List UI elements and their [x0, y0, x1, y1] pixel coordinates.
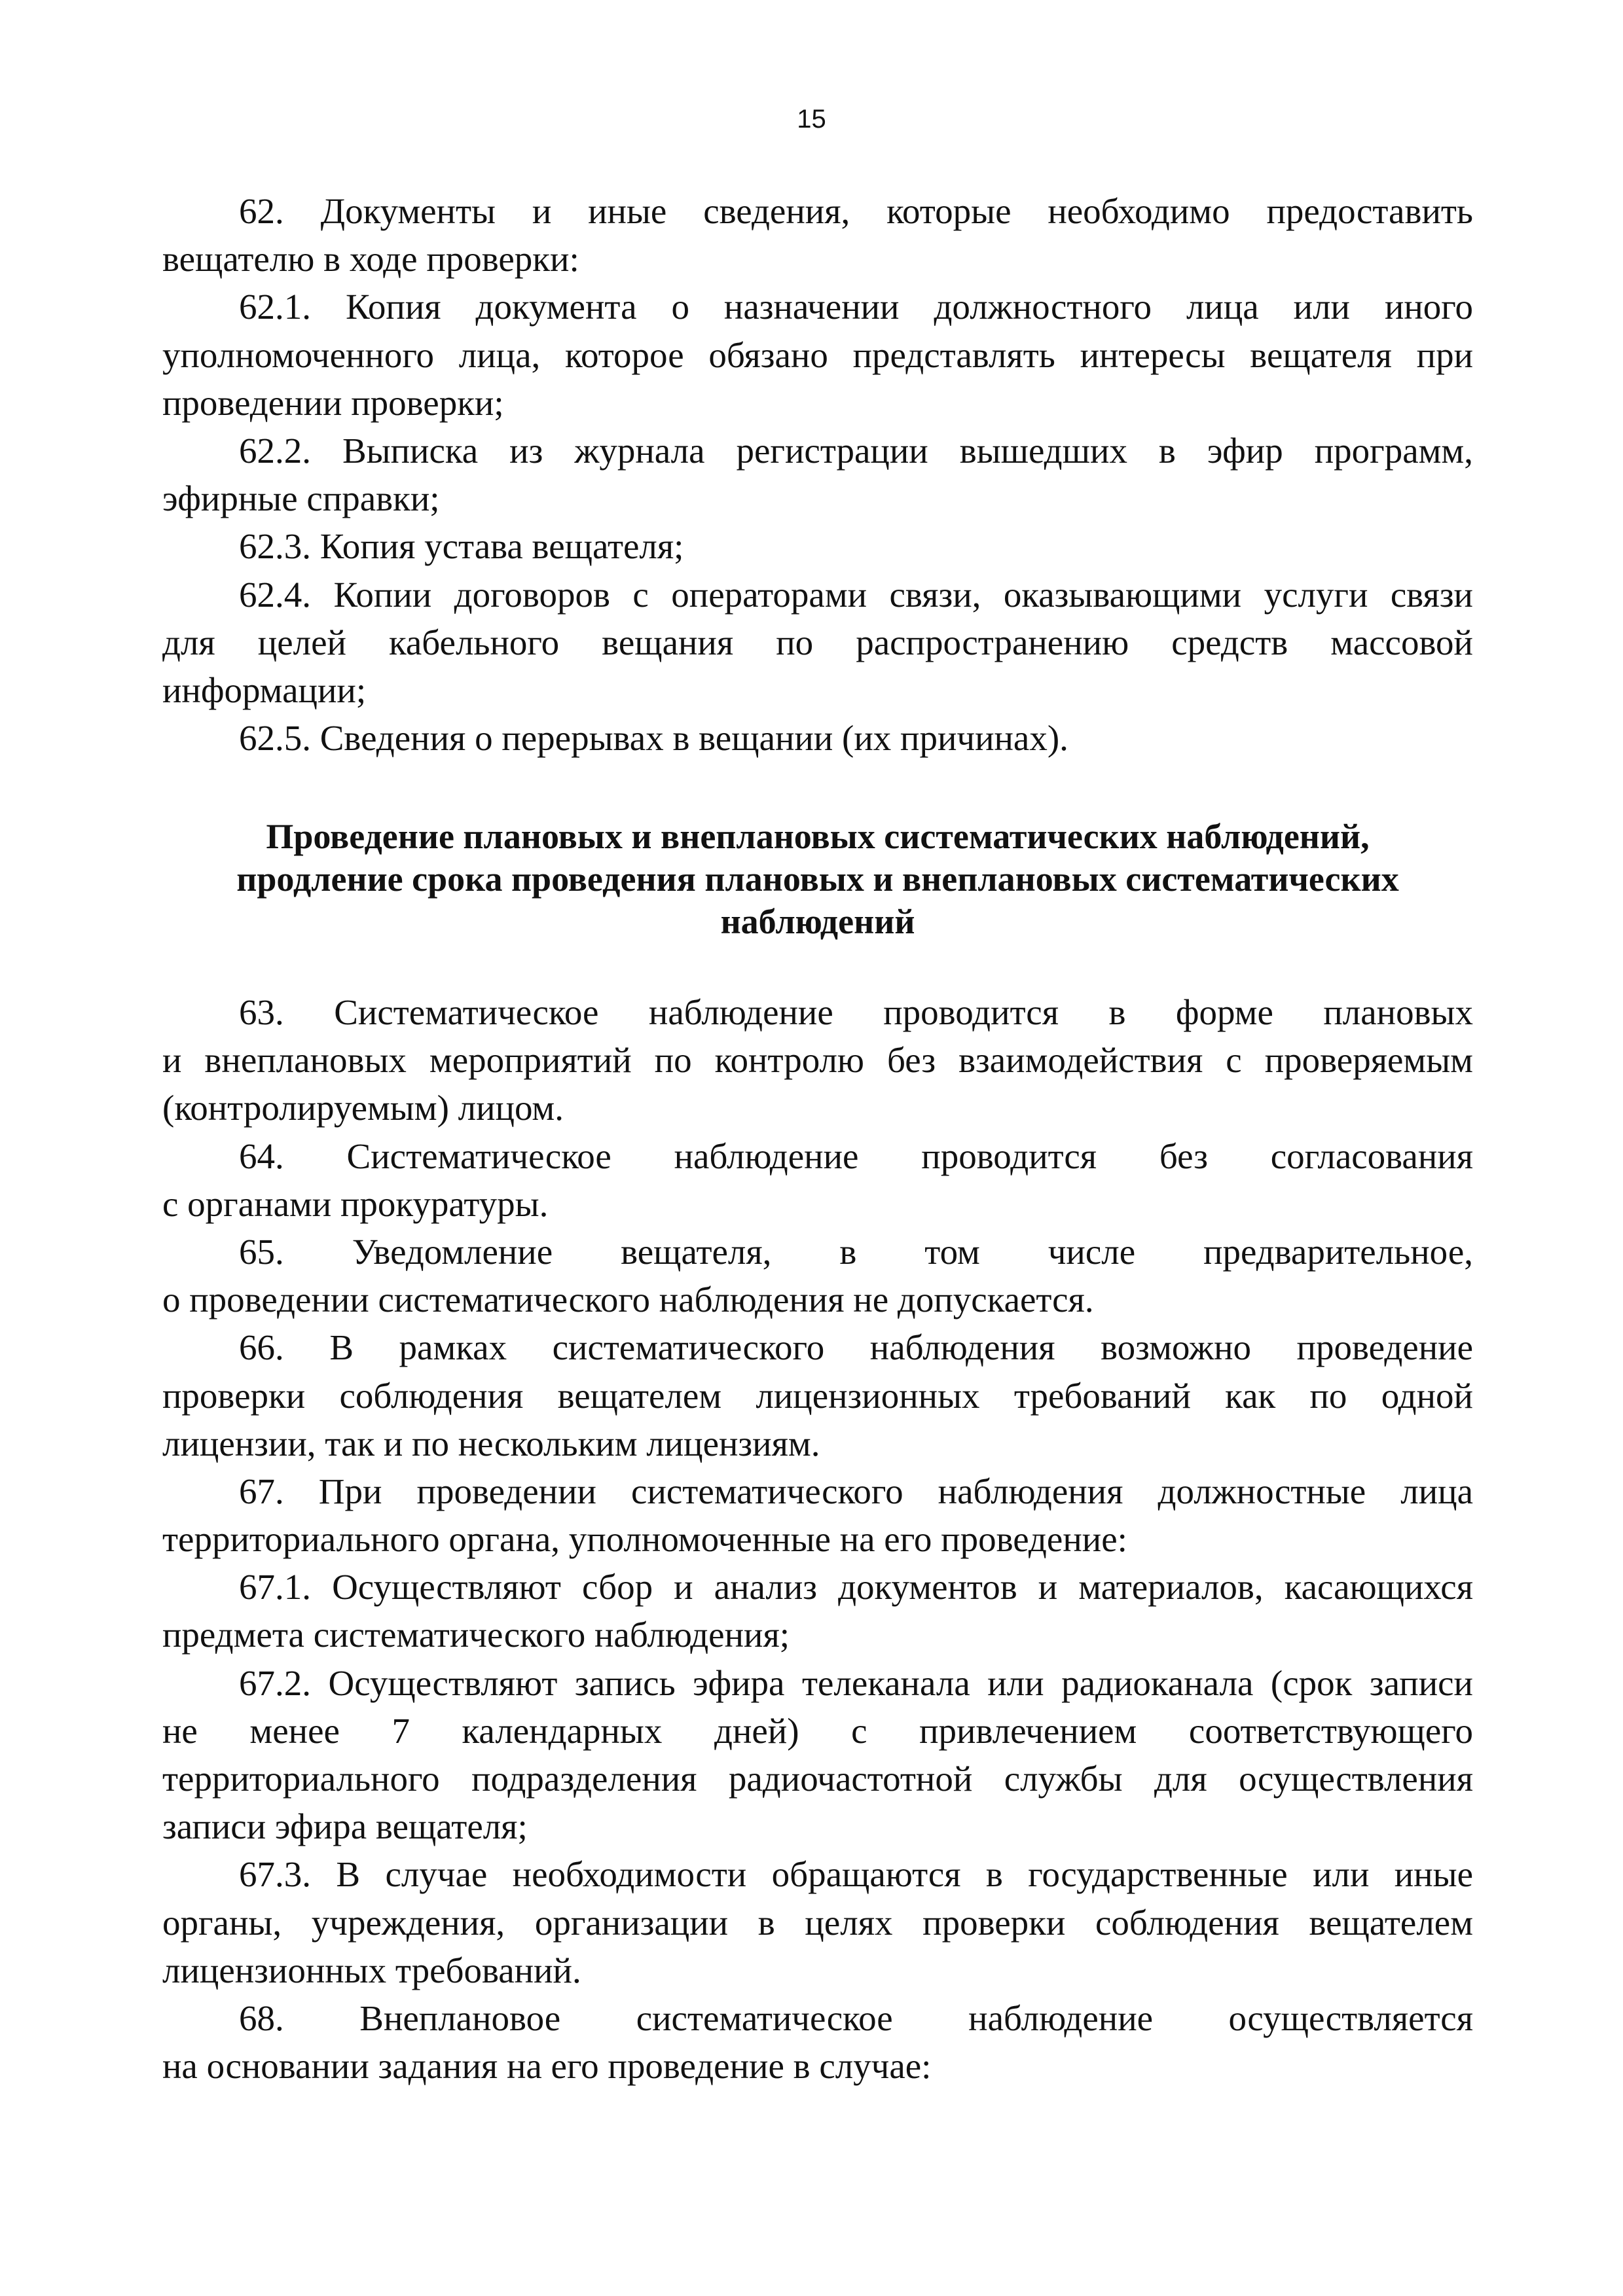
paragraph-62-2 [162, 427, 1473, 522]
heading-line: наблюдений [720, 902, 915, 941]
text-line: 68. Внеплановое систематическое наблюдение осуществляется [239, 1998, 1473, 2038]
heading-line: Проведение плановых и внеплановых систематических наблюдений, [266, 817, 1370, 856]
text-line: 64. Систематическое наблюдение проводится без согласования [239, 1136, 1473, 1176]
text-line: органы, учреждения, организации в целях проверки соблюдения вещателем [162, 1902, 1473, 1943]
text-line: информации; [162, 670, 367, 710]
paragraph-64 [162, 1132, 1473, 1228]
text-line: 62.1. Копия документа о назначении должностного лица или иного [239, 287, 1473, 327]
paragraph-62-1 [162, 283, 1473, 427]
text-line: лицензионных требований. [162, 1950, 581, 1990]
text-line: с органами прокуратуры. [162, 1183, 549, 1224]
heading-line: продление срока проведения плановых и внеплановых систематических [236, 859, 1399, 899]
text-line: для целей кабельного вещания по распространению средств массовой [162, 622, 1473, 662]
text-line: о проведении систематического наблюдения не допускается. [162, 1280, 1094, 1320]
text-line: уполномоченного лица, которое обязано представлять интересы вещателя при [162, 334, 1473, 375]
section-heading [162, 816, 1473, 943]
paragraph-62-5 [162, 714, 1473, 762]
text-line: лицензии, так и по нескольким лицензиям. [162, 1423, 820, 1463]
text-line: 66. В рамках систематического наблюдения возможно проведение [239, 1327, 1473, 1368]
text-line: вещателю в ходе проверки: [162, 239, 579, 279]
paragraph-67-3 [162, 1850, 1473, 1994]
paragraph-68 [162, 1994, 1473, 2090]
text-line: проведении проверки; [162, 382, 504, 423]
text-line: 63. Систематическое наблюдение проводится в форме плановых [239, 992, 1473, 1032]
text-line: территориального органа, уполномоченные на его проведение: [162, 1519, 1127, 1560]
paragraph-65 [162, 1228, 1473, 1323]
text-line: (контролируемым) лицом. [162, 1088, 564, 1128]
text-line: записи эфира вещателя; [162, 1806, 528, 1847]
text-line: предмета систематического наблюдения; [162, 1615, 790, 1655]
text-line: 62.3. Копия устава вещателя; [239, 526, 684, 567]
text-line: 62.5. Сведения о перерывах в вещании (их причинах). [239, 718, 1068, 759]
page-number: 15 [797, 105, 826, 134]
text-line: и внеплановых мероприятий по контролю без взаимодействия с проверяемым [162, 1040, 1473, 1081]
text-line: проверки соблюдения вещателем лицензионных требований как по одной [162, 1375, 1473, 1416]
text-line: 62.2. Выписка из журнала регистрации вышедших в эфир программ, [239, 430, 1473, 471]
paragraph-62 [162, 187, 1473, 283]
paragraph-67 [162, 1467, 1473, 1563]
document-section-observations [162, 988, 1473, 2090]
text-line: не менее 7 календарных дней) с привлечением соответствующего [162, 1710, 1473, 1751]
text-line: 65. Уведомление вещателя, в том числе предварительное, [239, 1231, 1473, 1272]
paragraph-66 [162, 1323, 1473, 1467]
paragraph-63 [162, 988, 1473, 1132]
paragraph-62-3 [162, 522, 1473, 570]
paragraph-67-2 [162, 1659, 1473, 1851]
text-line: эфирные справки; [162, 478, 440, 519]
text-line: 67.2. Осуществляют запись эфира телеканала или радиоканала (срок записи [239, 1662, 1473, 1703]
text-line: 62. Документы и иные сведения, которые необходимо предоставить [239, 191, 1473, 231]
text-line: 67. При проведении систематического наблюдения должностные лица [239, 1471, 1473, 1511]
text-line: 62.4. Копии договоров с операторами связи, оказывающими услуги связи [239, 574, 1473, 615]
text-line: на основании задания на его проведение в случае: [162, 2046, 932, 2087]
document-section-documents-list [162, 187, 1473, 762]
text-line: 67.3. В случае необходимости обращаются в государственные или иные [239, 1854, 1473, 1895]
paragraph-67-1 [162, 1563, 1473, 1659]
text-line: территориального подразделения радиочастотной службы для осуществления [162, 1759, 1473, 1799]
paragraph-62-4 [162, 571, 1473, 715]
text-line: 67.1. Осуществляют сбор и анализ документов и материалов, касающихся [239, 1567, 1473, 1607]
